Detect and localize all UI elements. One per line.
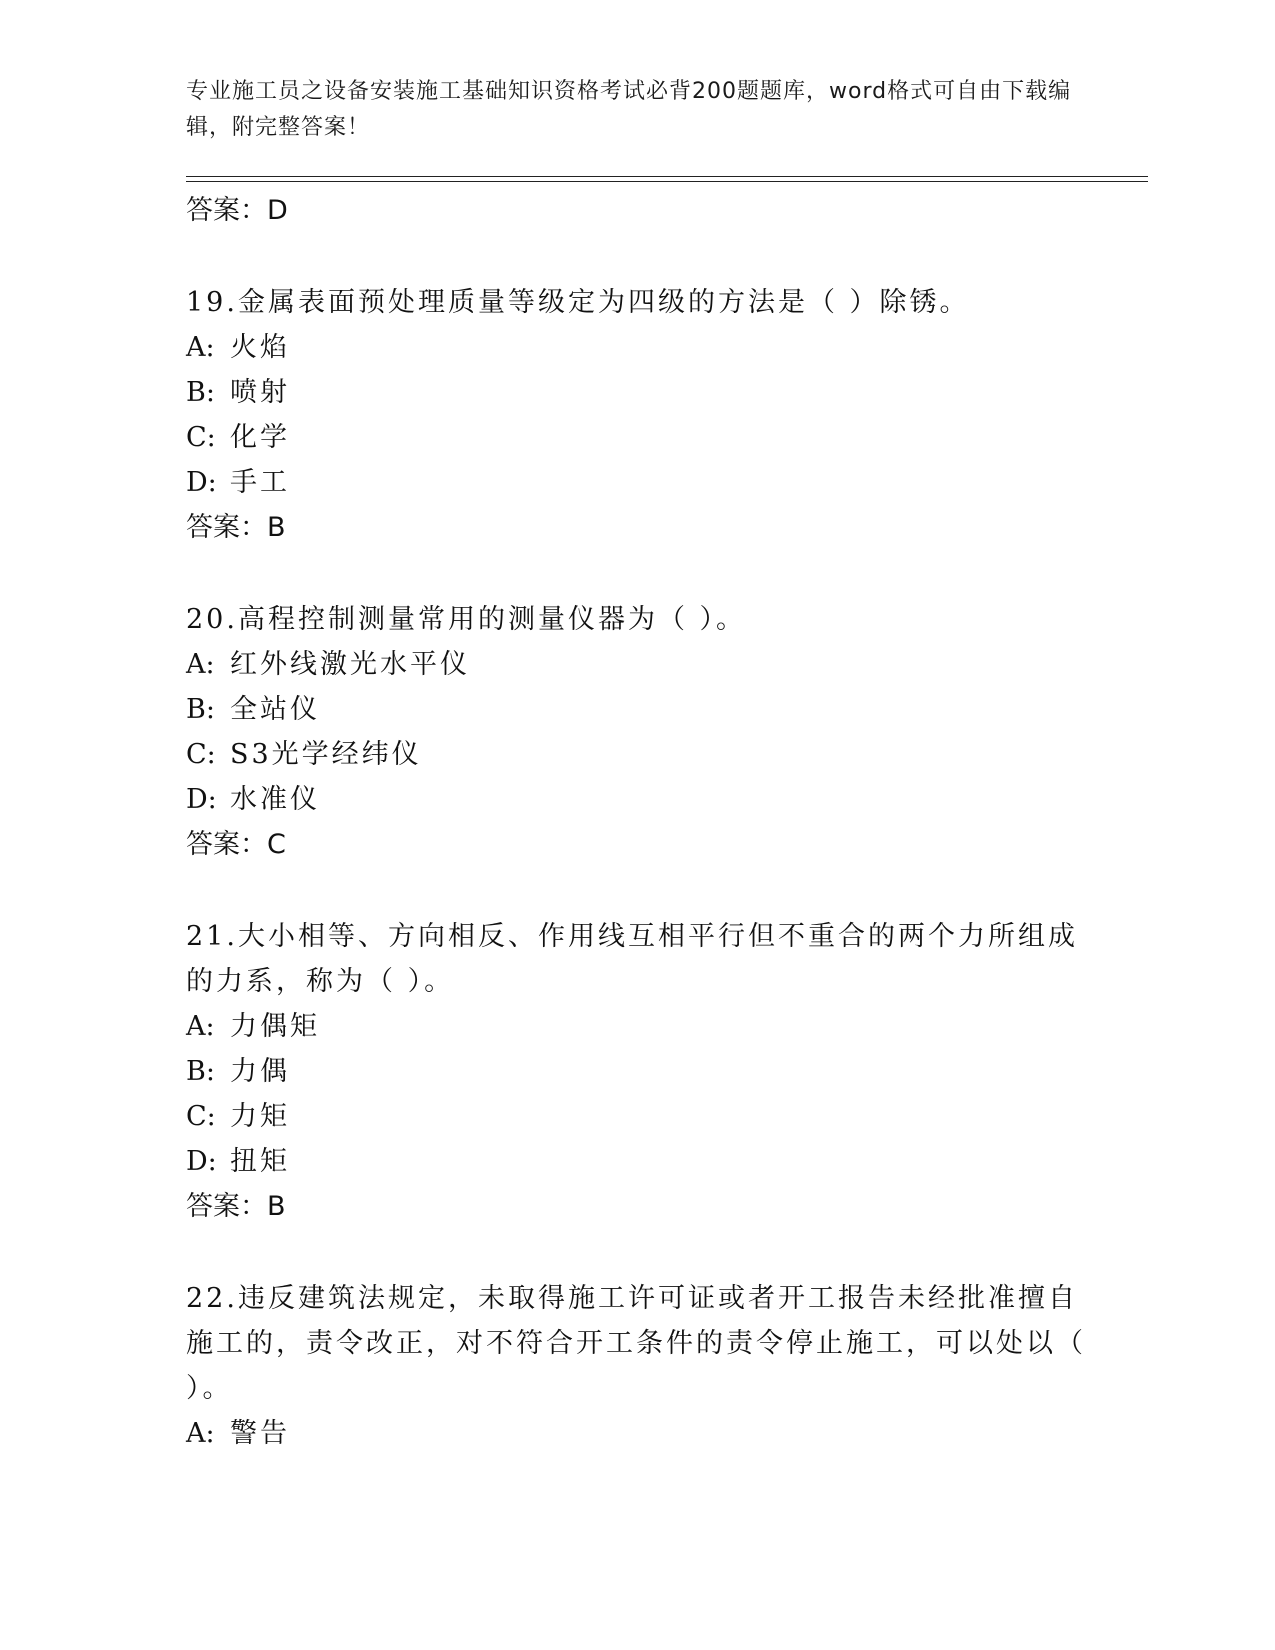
option-a: A: 红外线激光水平仪 [186, 649, 470, 680]
question-19 [186, 280, 1106, 551]
question-list [186, 188, 1106, 1456]
answer-line: 答案：B [186, 1191, 286, 1222]
option-c: C: 力矩 [186, 1101, 290, 1132]
question-text: 22.违反建筑法规定，未取得施工许可证或者开工报告未经批准擅自施工的，责令改正，对不符合开工条件的责令停止施工，可以处以（ ）。 [186, 1283, 1086, 1404]
answer-line: 答案：C [186, 829, 286, 860]
question-20 [186, 597, 1106, 868]
header-rule-bottom [186, 181, 1148, 182]
option-c: C: S3光学经纬仪 [186, 739, 422, 770]
header-rule-top [186, 176, 1148, 177]
option-d: D: 手工 [186, 467, 290, 498]
question-22 [186, 1276, 1106, 1456]
option-b: B: 全站仪 [186, 694, 320, 725]
question-text: 21.大小相等、方向相反、作用线互相平行但不重合的两个力所组成的力系，称为（ ）。 [186, 921, 1078, 997]
option-b: B: 喷射 [186, 377, 290, 408]
option-d: D: 水准仪 [186, 784, 320, 815]
option-a: A: 警告 [186, 1418, 290, 1449]
option-d: D: 扭矩 [186, 1146, 290, 1177]
question-text: 19.金属表面预处理质量等级定为四级的方法是（ ）除锈。 [186, 287, 970, 318]
option-a: A: 力偶矩 [186, 1011, 320, 1042]
question-text: 20.高程控制测量常用的测量仪器为（ ）。 [186, 604, 747, 635]
answer-line: 答案：B [186, 512, 286, 543]
document-header: 专业施工员之设备安装施工基础知识资格考试必背200题题库，word格式可自由下载编辑，附完整答案！ [186, 79, 1072, 140]
option-c: C: 化学 [186, 422, 290, 453]
option-b: B: 力偶 [186, 1056, 290, 1087]
question-21 [186, 914, 1106, 1230]
option-a: A: 火焰 [186, 332, 290, 363]
answer-line: 答案：D [186, 195, 288, 226]
